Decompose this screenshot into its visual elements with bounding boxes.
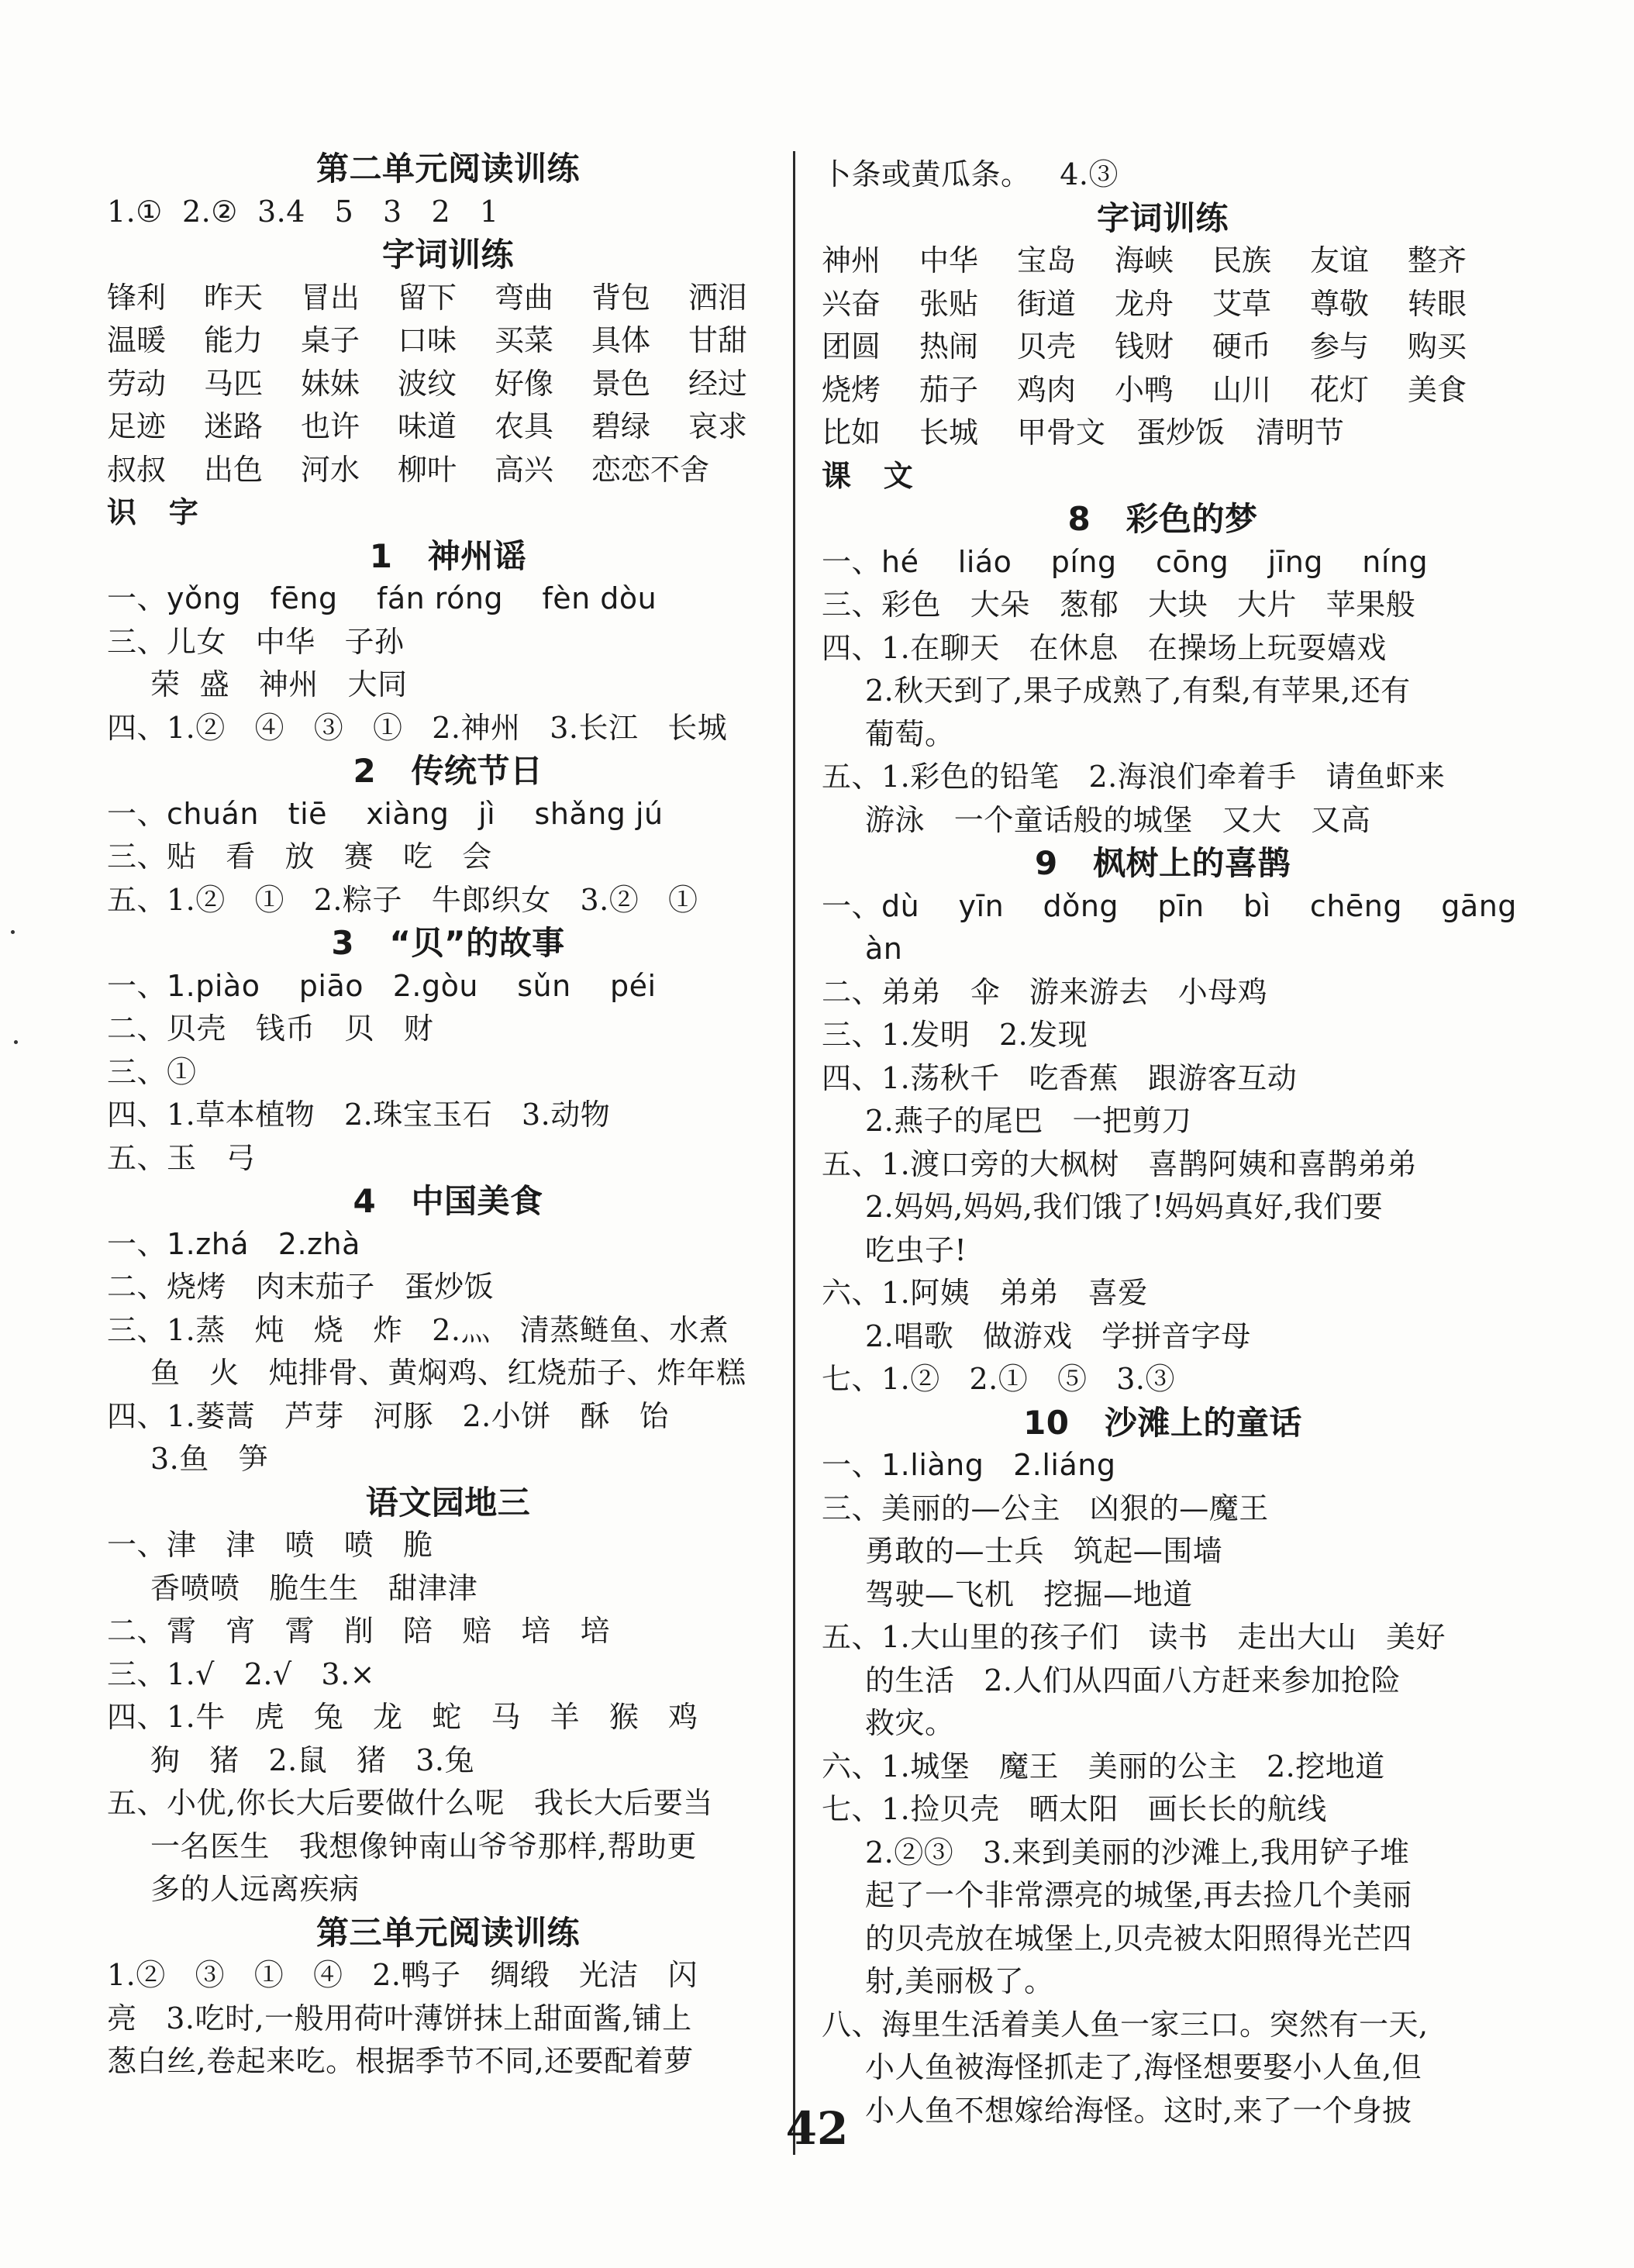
vocab-word: 经过	[688, 366, 748, 401]
lesson-title: 10 沙滩上的童话	[1023, 1403, 1302, 1442]
vocab-word: 迷路	[204, 409, 264, 443]
vocab-word: 比如	[822, 415, 881, 450]
answer-line-continued: 勇敢的—士兵 筑起—围墙	[865, 1534, 1223, 1568]
vocab-word: 恋恋不舍	[591, 452, 710, 487]
answer-line: 葱白丝,卷起来吃。根据季节不同,还要配着萝	[107, 2044, 694, 2078]
vocab-word: 能力	[204, 323, 264, 357]
vocab-word: 马匹	[204, 366, 264, 401]
vocab-word: 热闹	[919, 329, 979, 364]
vocab-word: 味道	[398, 409, 457, 443]
answer-line-continued: 2.妈妈,妈妈,我们饿了!妈妈真好,我们要	[865, 1190, 1384, 1224]
vocab-word: 团圆	[822, 329, 881, 364]
answer-line: 五、1.渡口旁的大枫树 喜鹊阿姨和喜鹊弟弟	[822, 1146, 1417, 1181]
answer-line-continued: 驾驶—飞机 挖掘—地道	[865, 1577, 1193, 1611]
answer-line: 四、1.牛 虎 兔 龙 蛇 马 羊 猴 鸡	[107, 1700, 698, 1734]
vocab-word: 山川	[1212, 372, 1272, 407]
vocab-word: 叔叔	[107, 452, 167, 487]
answer-line-continued: 狗 猪 2.鼠 猪 3.兔	[150, 1742, 474, 1777]
vocab-word: 出色	[204, 452, 264, 487]
answer-line-continued: 游泳 一个童话般的城堡 又大 又高	[865, 802, 1371, 837]
answer-line: 二、霄 宵 霄 削 陪 赔 培 培	[107, 1614, 611, 1648]
vocab-word: 花灯	[1310, 372, 1370, 407]
vocab-word: 留下	[398, 280, 457, 315]
answer-line-continued: 鱼 火 炖排骨、黄焖鸡、红烧茄子、炸年糕	[150, 1356, 746, 1390]
vocab-word: 高兴	[495, 452, 554, 487]
vocab-word: 清明节	[1256, 415, 1345, 450]
vocab-word: 鸡肉	[1017, 372, 1077, 407]
vocab-word: 妹妹	[301, 366, 360, 401]
vocab-word: 桌子	[301, 323, 360, 357]
pinyin-line: 一、dù yīn dǒng pīn bì chēng gāng	[822, 888, 1517, 923]
answer-line-continued: 的生活 2.人们从四面八方赶来参加抢险	[865, 1663, 1401, 1698]
vocab-word: 也许	[301, 409, 360, 443]
answer-line: 一、津 津 喷 喷 脆	[107, 1528, 433, 1562]
answer-line: 三、美丽的—公主 凶狠的—魔王	[822, 1491, 1269, 1525]
vocab-word: 龙舟	[1115, 286, 1174, 321]
vocab-word: 碧绿	[591, 409, 651, 443]
vocab-word: 兴奋	[822, 286, 881, 321]
vocab-word: 长城	[919, 415, 979, 450]
vocab-row	[107, 363, 789, 406]
vocab-word: 尊敬	[1310, 286, 1370, 321]
lesson-title: 第二单元阅读训练	[315, 150, 580, 188]
answer-line-continued: 香喷喷 脆生生 甜津津	[150, 1570, 477, 1605]
vocab-word: 钱财	[1115, 329, 1174, 364]
vocab-word: 街道	[1017, 286, 1077, 321]
answer-line-continued: 多的人远离疾病	[150, 1872, 360, 1906]
vocab-row	[822, 240, 1504, 283]
vocab-row	[107, 449, 789, 492]
vocab-word: 锋利	[107, 280, 167, 315]
vocab-word: 河水	[301, 452, 360, 487]
pinyin-line: 一、yǒng fēng fán róng fèn dòu	[107, 581, 657, 615]
answer-line-continued: 起了一个非常漂亮的城堡,再去捡几个美丽	[865, 1878, 1412, 1912]
answer-line: 二、弟弟 伞 游来游去 小母鸡	[822, 974, 1268, 1009]
answer-line-continued: 救灾。	[865, 1706, 955, 1740]
answer-line-continued: 吃虫子!	[865, 1232, 967, 1267]
scan-dot	[14, 1040, 18, 1044]
answer-line: 三、1.发明 2.发现	[822, 1018, 1088, 1052]
lesson-title: 8 彩色的梦	[1067, 500, 1258, 538]
vocab-word: 劳动	[107, 366, 167, 401]
vocab-word: 蛋炒饭	[1136, 415, 1226, 450]
vocab-word: 茄子	[919, 372, 979, 407]
answer-line: 五、1.大山里的孩子们 读书 走出大山 美好	[822, 1620, 1446, 1654]
answer-line: 三、儿女 中华 子孙	[107, 624, 405, 659]
vocab-word: 中华	[919, 243, 979, 277]
vocab-word: 张贴	[919, 286, 979, 321]
answer-line: 三、1.√ 2.√ 3.×	[107, 1656, 376, 1691]
pinyin-line: 一、1.liàng 2.liáng	[822, 1448, 1116, 1482]
lesson-title: 第三单元阅读训练	[315, 1913, 580, 1952]
vocab-word: 甘甜	[688, 323, 748, 357]
answer-line: 三、①	[107, 1054, 197, 1089]
answer-line-continued: 小人鱼被海怪抓走了,海怪想要娶小人鱼,但	[865, 2050, 1422, 2084]
vocab-word: 洒泪	[688, 280, 748, 315]
vocab-word: 柳叶	[398, 452, 457, 487]
vocab-word: 好像	[495, 366, 554, 401]
vocab-word: 弯曲	[495, 280, 554, 315]
answer-line: 五、1.彩色的铅笔 2.海浪们牵着手 请鱼虾来	[822, 760, 1446, 794]
vocab-word: 整齐	[1408, 243, 1467, 277]
vocab-word: 波纹	[398, 366, 457, 401]
answer-line: 1.① 2.② 3.4 5 3 2 1	[107, 194, 499, 229]
column-divider	[793, 151, 795, 2155]
right-column	[822, 153, 1517, 2132]
answer-line: 四、1.草本植物 2.珠宝玉石 3.动物	[107, 1098, 611, 1132]
vocab-word: 冒出	[301, 280, 360, 315]
lesson-title: 3 “贝”的故事	[331, 924, 565, 962]
answer-line: 三、贴 看 放 赛 吃 会	[107, 839, 492, 874]
answer-line: 四、1.在聊天 在休息 在操场上玩耍嬉戏	[822, 630, 1387, 665]
answer-line: 五、玉 弓	[107, 1140, 256, 1175]
answer-line-continued: 的贝壳放在城堡上,贝壳被太阳照得光芒四	[865, 1921, 1412, 1956]
vocab-word: 宝岛	[1017, 243, 1077, 277]
page-number: 42	[785, 2102, 849, 2155]
lesson-title: 1 神州谣	[369, 536, 527, 575]
vocab-word: 景色	[591, 366, 651, 401]
answer-line: 1.② ③ ① ④ 2.鸭子 绸缎 光洁 闪	[107, 1958, 698, 1992]
answer-line-continued: 2.秋天到了,果子成熟了,有梨,有苹果,还有	[865, 674, 1411, 708]
lesson-title: 4 中国美食	[353, 1182, 543, 1220]
pinyin-line: 一、1.zhá 2.zhà	[107, 1226, 360, 1261]
pinyin-line: àn	[865, 932, 903, 966]
vocab-word: 艾草	[1212, 286, 1272, 321]
answer-line-continued: 射,美丽极了。	[865, 1964, 1054, 1998]
answer-line: 二、贝壳 钱币 贝 财	[107, 1012, 434, 1046]
answer-line: 七、1.捡贝壳 晒太阳 画长长的航线	[822, 1792, 1327, 1826]
answer-line: 八、海里生活着美人鱼一家三口。突然有一天,	[822, 2007, 1429, 2042]
left-column	[107, 147, 789, 2084]
answer-line: 六、1.城堡 魔王 美丽的公主 2.挖地道	[822, 1749, 1385, 1784]
lesson-title: 字词训练	[381, 236, 514, 274]
answer-line: 六、1.阿姨 弟弟 喜爱	[822, 1276, 1148, 1310]
vocab-word: 参与	[1310, 329, 1370, 364]
vocab-word: 买菜	[495, 323, 554, 357]
lesson-title: 9 枫树上的喜鹊	[1034, 844, 1291, 882]
pinyin-line: 一、chuán tiē xiàng jì shǎng jú	[107, 796, 664, 831]
answer-line-continued: 3.鱼 笋	[150, 1442, 268, 1476]
answer-line: 七、1.② 2.① ⑤ 3.③	[822, 1362, 1175, 1396]
answer-line: 亮 3.吃时,一般用荷叶薄饼抹上甜面酱,铺上	[107, 2001, 692, 2035]
answer-line-continued: 2.唱歌 做游戏 学拼音字母	[865, 1318, 1251, 1353]
vocab-word: 小鸭	[1115, 372, 1174, 407]
vocab-word: 神州	[822, 243, 881, 277]
answer-line: 五、小优,你长大后要做什么呢 我长大后要当	[107, 1786, 713, 1820]
vocab-row	[107, 277, 789, 320]
section-heading: 课 文	[822, 458, 914, 493]
lesson-title: 语文园地三	[365, 1483, 531, 1522]
answer-line: 四、1.② ④ ③ ① 2.神州 3.长江 长城	[107, 710, 728, 745]
answer-line-continued: 2.②③ 3.来到美丽的沙滩上,我用铲子堆	[865, 1835, 1410, 1870]
answer-line: 五、1.② ① 2.粽子 牛郎织女 3.② ①	[107, 882, 698, 917]
answer-line: 卜条或黄瓜条。 4.③	[822, 157, 1119, 191]
vocab-word: 购买	[1408, 329, 1467, 364]
answer-line: 二、烧烤 肉末茄子 蛋炒饭	[107, 1270, 494, 1304]
pinyin-line: 一、hé liáo píng cōng jīng níng	[822, 544, 1429, 579]
section-heading: 识 字	[107, 495, 199, 529]
vocab-word: 硬币	[1212, 329, 1272, 364]
vocab-row	[822, 283, 1504, 326]
vocab-word: 甲骨文	[1017, 415, 1106, 450]
vocab-word: 温暖	[107, 323, 167, 357]
vocab-row	[822, 412, 1504, 455]
answer-line-continued: 小人鱼不想嫁给海怪。这时,来了一个身披	[865, 2093, 1412, 2128]
answer-line: 四、1.蒌蒿 芦芽 河豚 2.小饼 酥 饴	[107, 1398, 670, 1433]
vocab-row	[822, 326, 1504, 369]
answer-line-continued: 2.燕子的尾巴 一把剪刀	[865, 1104, 1192, 1138]
vocab-word: 转眼	[1408, 286, 1467, 321]
vocab-word: 哀求	[688, 409, 748, 443]
vocab-word: 口味	[398, 323, 457, 357]
vocab-row	[107, 319, 789, 363]
vocab-word: 足迹	[107, 409, 167, 443]
vocab-word: 农具	[495, 409, 554, 443]
answer-line-continued: 一名医生 我想像钟南山爷爷那样,帮助更	[150, 1829, 697, 1863]
vocab-word: 烧烤	[822, 372, 881, 407]
answer-line-continued: 荣 盛 神州 大同	[150, 667, 408, 701]
pinyin-line: 一、1.piào piāo 2.gòu sǔn péi	[107, 968, 657, 1003]
answer-line: 四、1.荡秋千 吃香蕉 跟游客互动	[822, 1060, 1298, 1095]
answer-line: 三、1.蒸 炖 烧 炸 2.灬 清蒸鲢鱼、水煮	[107, 1312, 729, 1347]
answer-line: 三、彩色 大朵 葱郁 大块 大片 苹果般	[822, 588, 1416, 622]
vocab-word: 具体	[591, 323, 651, 357]
vocab-row	[822, 369, 1504, 412]
vocab-row	[107, 405, 789, 449]
vocab-word: 海峡	[1115, 243, 1174, 277]
vocab-word: 背包	[591, 280, 651, 315]
lesson-title: 字词训练	[1096, 198, 1229, 237]
vocab-word: 民族	[1212, 243, 1272, 277]
vocab-word: 友谊	[1310, 243, 1370, 277]
vocab-word: 昨天	[204, 280, 264, 315]
vocab-word: 美食	[1408, 372, 1467, 407]
scan-dot	[11, 930, 15, 934]
vocab-word: 贝壳	[1017, 329, 1077, 364]
lesson-title: 2 传统节日	[353, 752, 543, 790]
answer-line-continued: 葡萄。	[865, 716, 955, 751]
